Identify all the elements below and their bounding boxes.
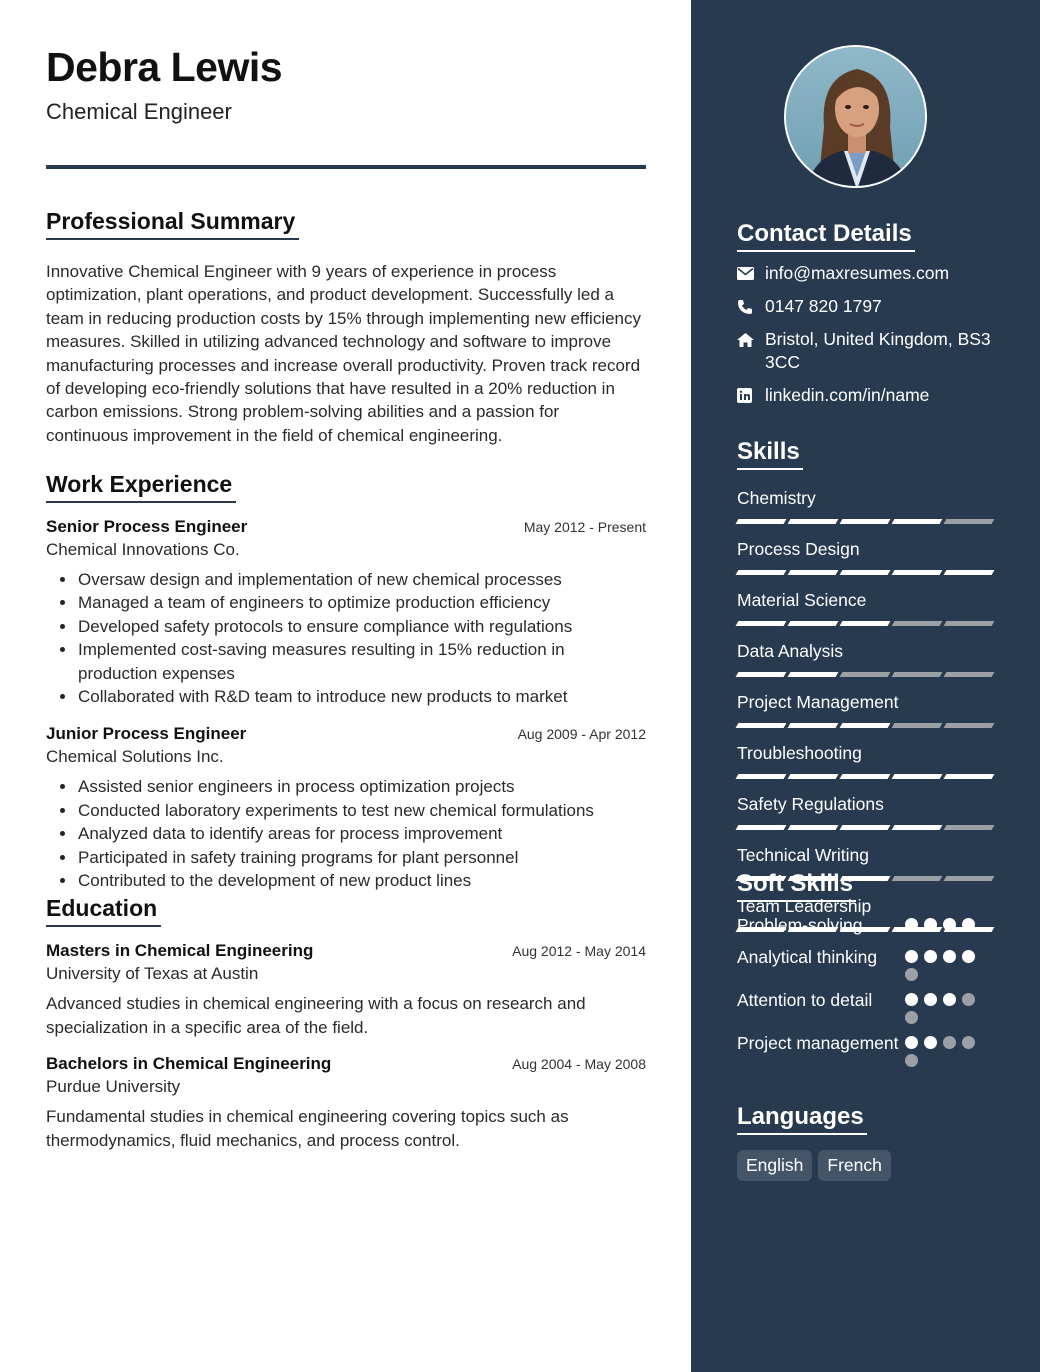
job-role: Junior Process Engineer: [46, 724, 247, 744]
skill-name: Material Science: [737, 590, 867, 610]
skill-level-segment: [944, 621, 995, 626]
school-name: Purdue University: [46, 1077, 181, 1096]
job-bullet: Participated in safety training programs for plant personnel: [78, 846, 646, 869]
rating-dot: [924, 918, 937, 931]
soft-skill-rating: [905, 1032, 977, 1067]
rating-dot: [962, 1036, 975, 1049]
skill-level-segment: [788, 774, 839, 779]
job-bullet: Managed a team of engineers to optimize production efficiency: [78, 591, 646, 614]
rating-dot: [905, 968, 918, 981]
skill-item: [737, 588, 997, 626]
job-bullet: Assisted senior engineers in process optimization projects: [78, 775, 646, 798]
education-heading: Education: [46, 895, 161, 927]
job-bullet: Implemented cost-saving measures resulting in 15% reduction in production expenses: [78, 638, 646, 685]
summary-text: Innovative Chemical Engineer with 9 years of experience in process optimization, plant operations, and product development. Successfully led a team in reducing production costs by 15% through implementing new efficiency measures. Skilled in utilizing advanced technology and software to improve manufacturing processes and increase overall productivity. Proven track record of developing eco-friendly solutions that have resulted in a 20% reduction in carbon emissions. Strong problem-solving abilities and a passion for continuous improvement in the field of chemical engineering.: [46, 262, 642, 445]
phone-text: 0147 820 1797: [765, 296, 882, 316]
rating-dot: [962, 918, 975, 931]
skill-level-segment: [944, 519, 995, 524]
skill-level-segment: [840, 570, 891, 575]
rating-dot: [905, 950, 918, 963]
soft-skill-rating: [905, 989, 977, 1024]
contact-address: [737, 328, 1007, 374]
soft-skill-rating: [905, 946, 977, 981]
skill-level-segment: [788, 825, 839, 830]
skill-item: [737, 690, 997, 728]
phone-icon: [737, 295, 765, 318]
skill-level-segment: [944, 570, 995, 575]
skill-name: Data Analysis: [737, 641, 844, 661]
skill-item: [737, 639, 997, 677]
skill-level-segment: [892, 570, 943, 575]
rating-dot: [943, 918, 956, 931]
job-company: Chemical Solutions Inc.: [46, 747, 224, 767]
rating-dot: [905, 1036, 918, 1049]
education-section: [46, 895, 646, 1153]
skill-level-bar: [737, 621, 997, 626]
candidate-title: Chemical Engineer: [46, 99, 232, 124]
rating-dot: [924, 950, 937, 963]
skill-level-segment: [788, 570, 839, 575]
skill-level-segment: [788, 519, 839, 524]
job-bullet: Contributed to the development of new product lines: [78, 869, 646, 892]
rating-dot: [943, 1036, 956, 1049]
education-description: Fundamental studies in chemical engineering covering topics such as thermodynamics, fluid mechanics, and process control.: [46, 1107, 569, 1150]
soft-skill-name: Attention to detail: [737, 989, 873, 1010]
job-entry: [46, 517, 646, 708]
rating-dot: [905, 1011, 918, 1024]
job-bullets: [46, 568, 646, 708]
education-description: Advanced studies in chemical engineering with a focus on research and specialization in a specific area of the field.: [46, 994, 586, 1037]
degree-name: Masters in Chemical Engineering: [46, 941, 314, 960]
rating-dot: [943, 950, 956, 963]
soft-skill-item: [737, 1032, 1007, 1067]
rating-dot: [905, 918, 918, 931]
soft-skills-heading: Soft Skills: [737, 870, 856, 902]
soft-skill-name: Project management: [737, 1032, 899, 1053]
skill-level-segment: [840, 825, 891, 830]
skill-name: Technical Writing: [737, 845, 869, 865]
skill-level-segment: [892, 621, 943, 626]
job-dates: Aug 2009 - Apr 2012: [517, 726, 646, 743]
rating-dot: [924, 1036, 937, 1049]
skill-name: Chemistry: [737, 488, 816, 508]
contact-section: [737, 220, 1007, 407]
languages-section: [737, 1103, 1007, 1181]
skill-level-segment: [788, 723, 839, 728]
skill-level-segment: [736, 621, 787, 626]
header-divider: [46, 165, 646, 169]
envelope-icon: [737, 262, 765, 285]
contact-email[interactable]: [737, 262, 1007, 285]
skill-level-segment: [736, 825, 787, 830]
job-company: Chemical Innovations Co.: [46, 540, 240, 559]
skill-name: Process Design: [737, 539, 860, 559]
skill-level-segment: [892, 825, 943, 830]
summary-heading: Professional Summary: [46, 208, 299, 240]
skills-heading: Skills: [737, 438, 803, 470]
rating-dot: [905, 1054, 918, 1067]
job-bullet: Conducted laboratory experiments to test new chemical formulations: [78, 799, 646, 822]
education-entry: [46, 1054, 646, 1153]
job-bullet: Developed safety protocols to ensure compliance with regulations: [78, 615, 646, 638]
skill-level-segment: [840, 621, 891, 626]
languages-list: [737, 1150, 1007, 1181]
skill-level-segment: [840, 774, 891, 779]
soft-skill-item: [737, 914, 1007, 938]
skill-level-segment: [736, 723, 787, 728]
soft-skills-section: [737, 870, 1007, 1067]
skill-level-bar: [737, 570, 997, 575]
work-heading: Work Experience: [46, 471, 236, 503]
skill-level-segment: [892, 519, 943, 524]
skill-level-segment: [892, 774, 943, 779]
work-section: [46, 471, 646, 892]
rating-dot: [962, 950, 975, 963]
skill-level-bar: [737, 774, 997, 779]
skill-level-segment: [736, 570, 787, 575]
address-text: Bristol, United Kingdom, BS3 3CC: [765, 329, 991, 372]
skill-level-segment: [892, 723, 943, 728]
skill-level-bar: [737, 825, 997, 830]
skill-item: [737, 741, 997, 779]
skill-level-segment: [788, 621, 839, 626]
summary-section: [46, 208, 646, 447]
job-bullet: Collaborated with R&D team to introduce new products to market: [78, 685, 646, 708]
email-text: info@maxresumes.com: [765, 263, 950, 283]
degree-name: Bachelors in Chemical Engineering: [46, 1054, 332, 1073]
home-icon: [737, 328, 765, 351]
avatar-portrait: [786, 47, 927, 188]
rating-dot: [905, 993, 918, 1006]
skill-level-segment: [944, 774, 995, 779]
contact-linkedin[interactable]: [737, 384, 1007, 407]
job-dates: May 2012 - Present: [523, 519, 646, 535]
job-role: Senior Process Engineer: [46, 517, 248, 536]
rating-dot: [924, 993, 937, 1006]
skill-level-segment: [840, 672, 891, 677]
skill-level-segment: [892, 672, 943, 677]
skill-level-segment: [736, 774, 787, 779]
skill-name: Project Management: [737, 692, 899, 712]
soft-skills-list: [737, 914, 1007, 1067]
job-bullet: Oversaw design and implementation of new chemical processes: [78, 568, 646, 591]
language-pill: English: [737, 1150, 812, 1181]
skill-name: Team Leadership: [737, 896, 872, 916]
job-bullet: Analyzed data to identify areas for process improvement: [78, 822, 646, 845]
school-name: University of Texas at Austin: [46, 964, 259, 983]
skill-level-bar: [737, 672, 997, 677]
sidebar: [691, 0, 1040, 1372]
skill-level-segment: [736, 672, 787, 677]
skill-level-segment: [788, 672, 839, 677]
candidate-name: Debra Lewis: [46, 44, 283, 90]
job-entry: [46, 724, 646, 892]
skills-section: [737, 438, 997, 932]
skill-level-segment: [944, 825, 995, 830]
skill-name: Safety Regulations: [737, 794, 884, 814]
soft-skill-name: Problem-solving: [737, 915, 863, 935]
skill-item: [737, 486, 997, 524]
soft-skill-item: [737, 946, 1007, 981]
languages-heading: Languages: [737, 1103, 867, 1135]
linkedin-text: linkedin.com/in/name: [765, 385, 930, 405]
skill-level-bar: [737, 519, 997, 524]
avatar: [784, 45, 927, 188]
skill-item: [737, 537, 997, 575]
contact-heading: Contact Details: [737, 220, 915, 252]
skill-level-segment: [736, 519, 787, 524]
skill-name: Troubleshooting: [737, 743, 862, 763]
skill-level-bar: [737, 723, 997, 728]
language-pill: French: [818, 1150, 890, 1181]
skills-list: [737, 486, 997, 932]
contact-phone[interactable]: [737, 295, 1007, 318]
skill-item: [737, 792, 997, 830]
skill-level-segment: [840, 723, 891, 728]
soft-skill-item: [737, 989, 1007, 1024]
soft-skill-name: Analytical thinking: [737, 946, 878, 967]
job-bullets: [46, 775, 646, 892]
skill-level-segment: [944, 723, 995, 728]
education-entry: [46, 941, 646, 1040]
linkedin-icon: [737, 384, 765, 407]
soft-skill-rating: [905, 914, 977, 931]
skill-level-segment: [840, 519, 891, 524]
rating-dot: [962, 993, 975, 1006]
skill-level-segment: [944, 672, 995, 677]
education-dates: Aug 2012 - May 2014: [512, 943, 646, 959]
rating-dot: [943, 993, 956, 1006]
education-dates: Aug 2004 - May 2008: [512, 1056, 646, 1072]
